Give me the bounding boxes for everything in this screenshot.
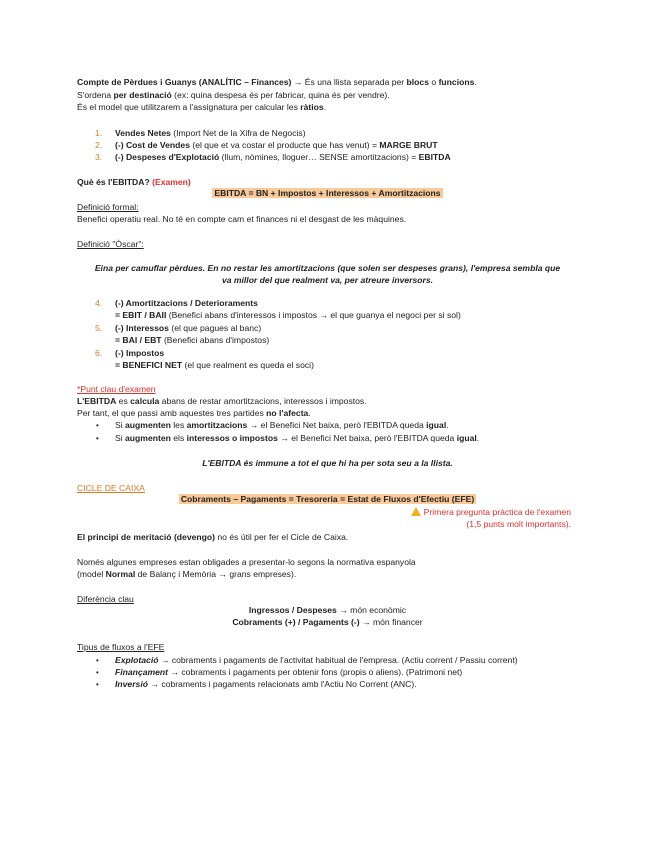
obligades-line-1: Només algunes empreses estan obligades a presentar-lo segons la normativa espanyola: [77, 557, 416, 567]
text: es: [116, 396, 131, 406]
flux-text: → cobraments i pagaments per obtenir fons (propis o aliens). (Patrimoni net): [168, 667, 463, 677]
intro-destinacio: per destinació: [113, 90, 172, 100]
formula-highlight: Cobraments – Pagaments = Tresoreria = Estat de Fluxos d'Efectiu (EFE): [180, 494, 475, 504]
list-text: (llum, nòmines, lloguer… SENSE amortitzacions) =: [219, 152, 419, 162]
list-item: [115, 323, 261, 334]
obligades-line-2: [77, 569, 296, 580]
text: Per tant, el que passi amb aquestes tres partides: [77, 408, 267, 418]
ebitda-question: [77, 177, 191, 188]
text: → el Benefici Net baixa, però l'EBITDA queda: [277, 433, 457, 443]
list-number: 3.: [95, 152, 103, 162]
list-subline: [115, 360, 314, 371]
def-formal-text: Benefici operatiu real. No té en compte cam et finances ni el desgast de les màquines.: [77, 214, 407, 224]
intro-text: → És una llista separada per: [291, 77, 407, 87]
punt-clau-line-2: [77, 408, 311, 419]
cicle-title: CICLE DE CAIXA: [77, 483, 145, 493]
list-item: [115, 140, 438, 151]
list-text: (el que et va costar el producte que has venut) =: [189, 140, 380, 150]
intro-text: (ex: quina despesa és per fabricar, quina és per vendre).: [171, 90, 390, 100]
term: igual: [456, 433, 477, 443]
list-result: = EBIT / BAII: [115, 310, 167, 320]
text: no és útil per fer el Cicle de Caixa.: [215, 532, 349, 542]
list-term: Vendes Netes: [115, 128, 171, 138]
tipus-title: Tipus de fluxos a l'EFE: [77, 642, 165, 652]
intro-line-1: [77, 77, 477, 88]
flux-text: → cobraments i pagaments relacionats amb l'Actiu No Corrent (ANC).: [147, 679, 417, 689]
text: .: [308, 408, 311, 418]
list-result: MARGE BRUT: [379, 140, 438, 150]
list-term: (-) Interessos: [115, 323, 169, 333]
warning-line-2: (1,5 punts molt importants).: [466, 519, 571, 529]
text: .: [446, 420, 449, 430]
diferencia-title: Diferència clau: [77, 594, 134, 604]
list-subline: [115, 335, 269, 346]
punt-clau-bullet-1: [115, 420, 449, 431]
list-text: (Benefici abans d'interessos i impostos → el que guanya el negoci per si sol): [166, 310, 461, 320]
punt-clau-conclusion: L'EBITDA és immune a tot el que hi ha per sota seu a la llista.: [202, 458, 453, 468]
term: igual: [426, 420, 447, 430]
warning-text: Primera pregunta pràctica de l'examen: [423, 507, 571, 517]
intro-text: .: [474, 77, 477, 87]
bullet-icon: •: [96, 421, 99, 430]
list-text: (Import Net de la Xifra de Negocis): [170, 128, 306, 138]
list-number: 2.: [95, 140, 103, 150]
punt-clau-line-1: [77, 396, 367, 407]
list-text: (el que realment es queda el soci): [182, 360, 314, 370]
flux-text: → cobraments i pagaments de l'activitat habitual de l'empresa. (Actiu corrent / Passiu corrent): [158, 655, 518, 665]
warning-icon: [411, 507, 421, 516]
term: Cobraments (+) / Pagaments (-): [232, 617, 360, 627]
meritacio-term: El principi de meritació (devengo): [77, 532, 216, 542]
list-text: (Benefici abans d'impostos): [161, 335, 270, 345]
intro-line-3: [77, 102, 326, 113]
text: .: [476, 433, 480, 443]
text: → món econòmic: [336, 605, 407, 615]
punt-clau-title: *Punt clau d'examen: [77, 384, 156, 394]
list-number: 1.: [95, 128, 103, 138]
intro-text: o: [429, 77, 439, 87]
text: (model: [77, 569, 106, 579]
term: Ingressos / Despeses: [248, 605, 337, 615]
list-number: 6.: [95, 348, 103, 358]
list-term: (-) Despeses d'Explotació: [115, 152, 220, 162]
calcula-term: calcula: [130, 396, 160, 406]
exam-tag: (Examen): [152, 177, 191, 187]
list-subline: [115, 310, 461, 321]
list-item: [115, 152, 451, 163]
text: Si: [115, 433, 126, 443]
ebitda-term: L'EBITDA: [77, 396, 117, 406]
list-text: (el que pagues al banc): [168, 323, 262, 333]
text: els: [170, 433, 187, 443]
text: les: [170, 420, 187, 430]
text: → món financer: [359, 617, 423, 627]
term: augmenten: [125, 420, 171, 430]
def-oscar-title: Definició "Òscar":: [77, 239, 144, 249]
intro-term: Compte de Pèrdues i Guanys (ANALÍTIC – Finances): [77, 77, 292, 87]
formula-highlight: EBITDA = BN + Impostos + Interessos + Amortitzacions: [214, 188, 441, 198]
punt-clau-bullet-2: [115, 433, 479, 444]
no-afecta-term: no l'afecta: [266, 408, 309, 418]
intro-text: És el model que utilitzarem a l'assignatura per calcular les: [77, 102, 301, 112]
list-result: = BENEFICI NET: [115, 360, 183, 370]
intro-text: .: [323, 102, 327, 112]
diferencia-line-1: [0, 605, 655, 616]
list-number: 5.: [95, 323, 103, 333]
text: Si: [115, 420, 126, 430]
intro-blocs: blocs: [406, 77, 429, 87]
ebitda-formula: [0, 188, 655, 199]
text: → el Benefici Net baixa, però l'EBITDA queda: [247, 420, 427, 430]
intro-ratios: ràtios: [300, 102, 324, 112]
def-oscar-quote-2: va millor del que realment va, per atreure inversors.: [221, 275, 434, 285]
text: abans de restar amortitzacions, interessos i impostos.: [159, 396, 367, 406]
warning-line-1: [411, 507, 571, 518]
intro-text: S'ordena: [77, 90, 114, 100]
term: interessos o impostos: [186, 433, 278, 443]
text: de Balanç i Memòria → grans empreses).: [135, 569, 297, 579]
flux-term: Explotació: [115, 655, 159, 665]
flux-term: Inversió: [115, 679, 148, 689]
list-term: (-) Cost de Vendes: [115, 140, 190, 150]
intro-line-2: [77, 90, 390, 101]
meritacio-line: [77, 532, 348, 543]
term: amortitzacions: [186, 420, 248, 430]
list-item: [115, 667, 462, 678]
list-result: = BAI / EBT: [115, 335, 162, 345]
list-number: 4.: [95, 298, 103, 308]
list-item: [115, 128, 306, 139]
flux-term: Finançament: [115, 667, 169, 677]
list-term: (-) Amortitzacions / Deterioraments: [115, 298, 258, 308]
term: augmenten: [125, 433, 171, 443]
intro-funcions: funcions: [438, 77, 475, 87]
bullet-icon: •: [96, 680, 99, 689]
bullet-icon: •: [96, 668, 99, 677]
bullet-icon: •: [96, 434, 99, 443]
question-text: Què és l'EBITDA?: [77, 177, 153, 187]
diferencia-line-2: [0, 617, 655, 628]
bullet-icon: •: [96, 656, 99, 665]
normal-term: Normal: [105, 569, 136, 579]
def-oscar-quote-1: Eina per camuflar pèrdues. En no restar les amortitzacions (que solen ser despeses grans), l'empresa sembla que: [94, 263, 561, 273]
cicle-formula: [0, 494, 655, 505]
list-item: [115, 679, 417, 690]
list-item: [115, 655, 518, 666]
list-result: EBITDA: [418, 152, 451, 162]
list-term: (-) Impostos: [115, 348, 165, 358]
def-formal-title: Definició formal:: [77, 202, 139, 212]
